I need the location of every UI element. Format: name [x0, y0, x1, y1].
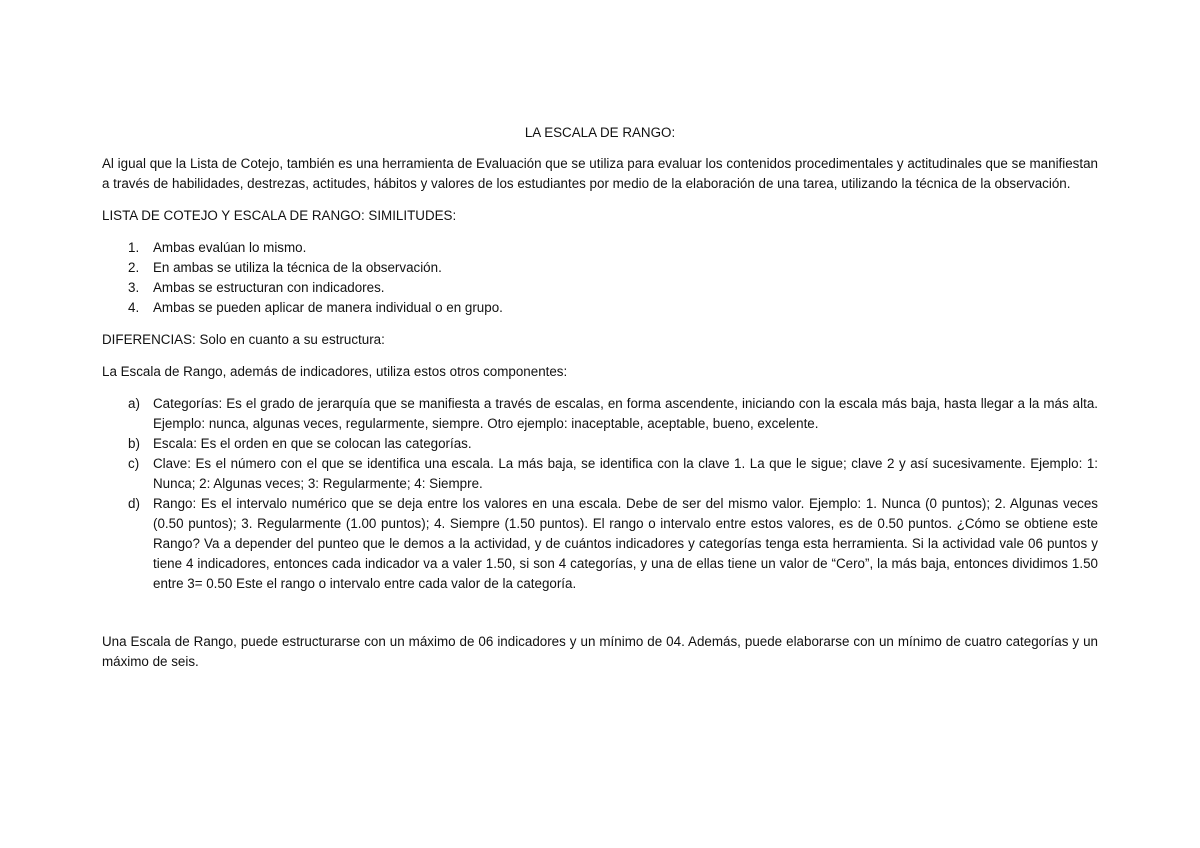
list-item [102, 238, 1098, 258]
list-marker: 1. [128, 240, 140, 255]
list-marker: 4. [128, 300, 140, 315]
list-item [102, 434, 1098, 454]
intro-paragraph: Al igual que la Lista de Cotejo, también es una herramienta de Evaluación que se utiliza para evaluar los contenidos procedimentales y actitudinales que se manifiestan a través de habilidades, destrezas, actitudes, hábitos y valores de los estudiantes por medio de la elaboración de una tarea, utilizando la técnica de la observación. [102, 156, 1098, 191]
list-item-text: Rango: Es el intervalo numérico que se deja entre los valores en una escala. Debe de ser del mismo valor. Ejemplo: 1. Nunca (0 puntos); 2. Algunas veces (0.50 puntos); 3. Regularmente (1.00 puntos); 4. Siempre (1.50 puntos). El rango o intervalo entre estos valores, es de 0.50 puntos. ¿Cómo se obtiene este Rango? Va a depender del punteo que le demos a la actividad, y de cuántos indicadores y categorías tenga esta herramienta. Si la actividad vale 06 puntos y tiene 4 indicadores, entonces cada indicador va a valer 1.50, si son 4 categorías, y una de ellas tiene un valor de “Cero”, la más baja, entonces dividimos 1.50 entre 3= 0.50 Este el rango o intervalo entre cada valor de la categoría. [153, 496, 1098, 591]
list-item [102, 298, 1098, 318]
list-marker: b) [128, 436, 140, 451]
list-item [102, 494, 1098, 594]
components-intro: La Escala de Rango, además de indicadores, utiliza estos otros componentes: [102, 364, 568, 379]
list-item-text: Escala: Es el orden en que se colocan las categorías. [153, 436, 472, 451]
closing-paragraph: Una Escala de Rango, puede estructurarse con un máximo de 06 indicadores y un mínimo de 04. Además, puede elaborarse con un mínimo de cuatro categorías y un máximo de seis. [102, 634, 1098, 669]
list-item-text: Ambas se pueden aplicar de manera individual o en grupo. [153, 300, 503, 315]
similarities-list [102, 238, 1098, 318]
list-item-text: Ambas evalúan lo mismo. [153, 240, 307, 255]
list-item [102, 394, 1098, 434]
spacer [102, 594, 1098, 632]
list-marker: a) [128, 396, 140, 411]
list-item [102, 454, 1098, 494]
document-title: LA ESCALA DE RANGO: [524, 125, 676, 140]
list-marker: 2. [128, 260, 140, 275]
list-marker: d) [128, 496, 140, 511]
list-item-text: Ambas se estructuran con indicadores. [153, 280, 385, 295]
differences-heading: DIFERENCIAS: Solo en cuanto a su estructura: [102, 332, 385, 347]
list-item-text: En ambas se utiliza la técnica de la observación. [153, 260, 442, 275]
list-marker: c) [128, 456, 140, 471]
list-item-text: Clave: Es el número con el que se identifica una escala. La más baja, se identifica con la clave 1. La que le sigue; clave 2 y así sucesivamente. Ejemplo: 1: Nunca; 2: Algunas veces; 3: Regularmente; 4: Siempre. [153, 456, 1098, 491]
list-marker: 3. [128, 280, 140, 295]
list-item [102, 258, 1098, 278]
document-body [102, 123, 1098, 684]
list-item-text: Categorías: Es el grado de jerarquía que se manifiesta a través de escalas, en forma ascendente, iniciando con la escala más baja, hasta llegar a la más alta. Ejemplo: nunca, algunas veces, regularmente, siempre. Otro ejemplo: inaceptable, aceptable, bueno, excelente. [153, 396, 1098, 431]
components-list [102, 394, 1098, 594]
similarities-heading: LISTA DE COTEJO Y ESCALA DE RANGO: SIMILITUDES: [102, 208, 457, 223]
list-item [102, 278, 1098, 298]
